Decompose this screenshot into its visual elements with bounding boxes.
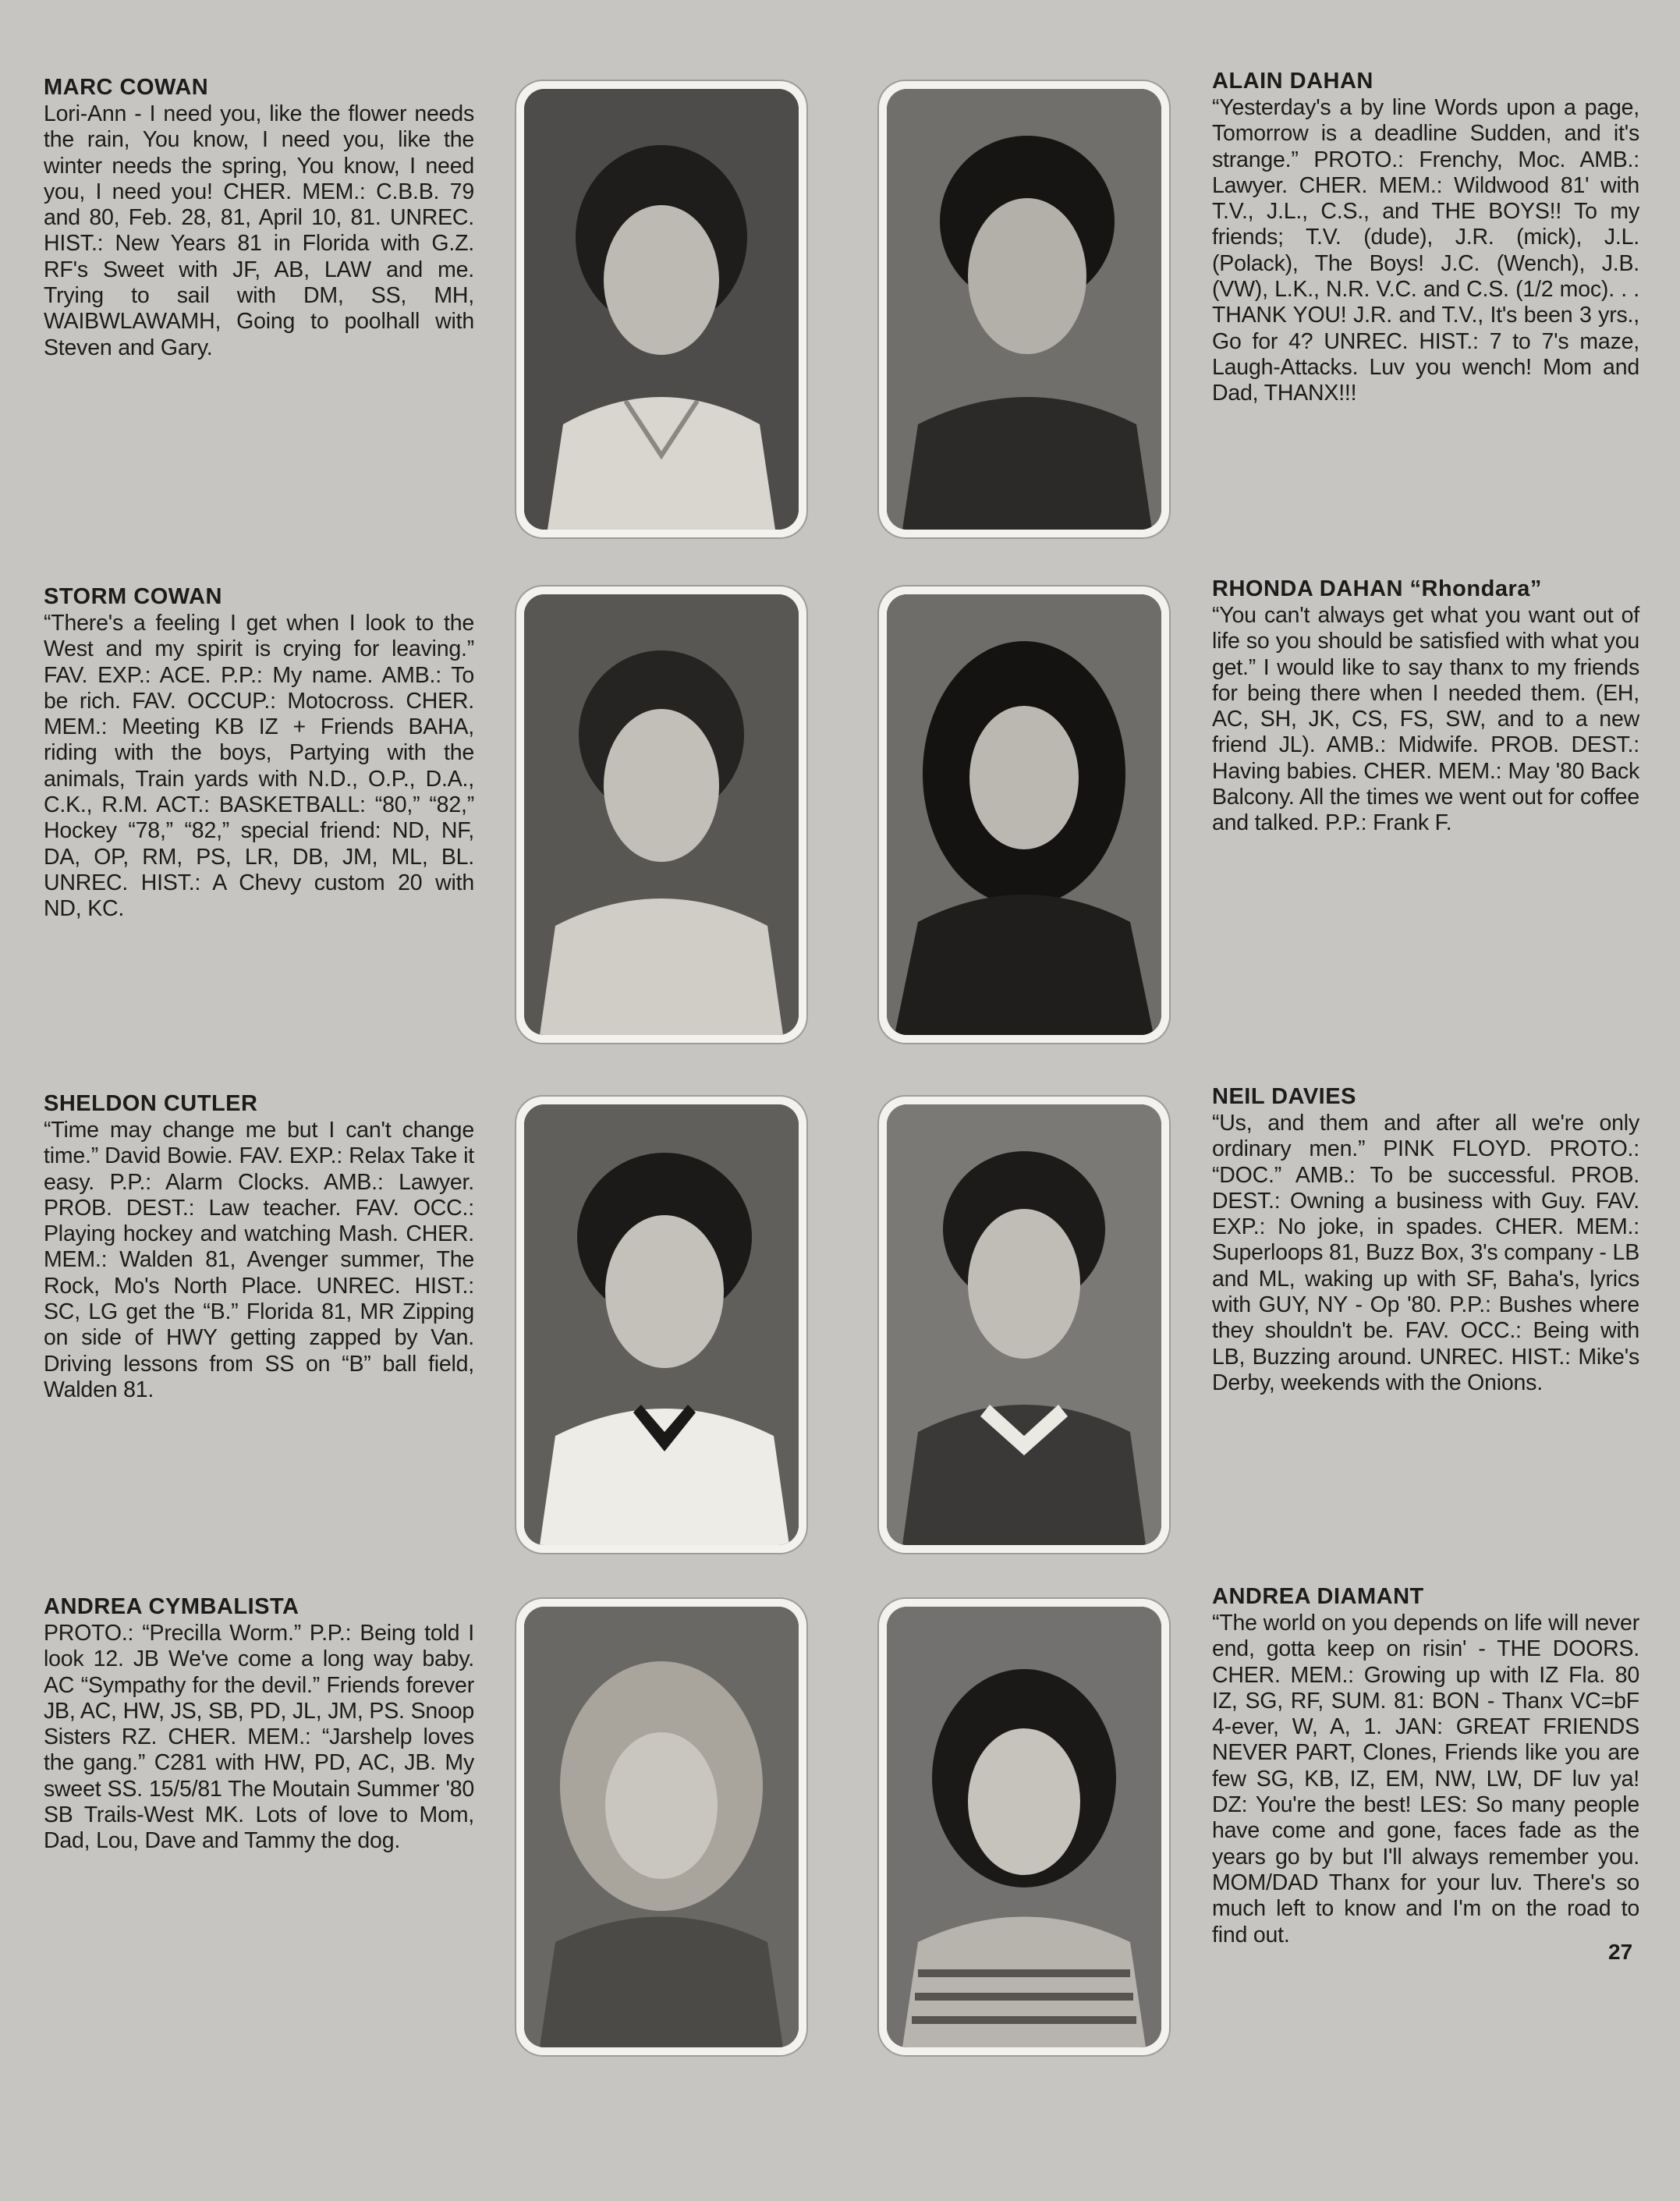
student-name: MARC COWAN (44, 75, 209, 100)
student-writeup: “Time may change me but I can't change time.” David Bowie. FAV. EXP.: Relax Take it easy. P.P.: Alarm Clocks. AMB.: Lawyer. PROB. DEST.: Law teacher. FAV. OCC.: Playing hockey and watching Mash. CHER. MEM.: Walden 81, Avenger summer, The Rock, Mo's North Place. UNREC. HIST.: SC, LG get the “B.” Florida 81, MR Zipping on side of HWY getting zapped by Van. Driving lessons from SS on “B” ball field, Walden 81. (44, 1118, 474, 1402)
student-writeup: Lori-Ann - I need you, like the flower needs the rain, You know, I need you, like the winter needs the spring, You know, I need you, I need you! CHER. MEM.: C.B.B. 79 and 80, Feb. 28, 81, April 10, 81. UNREC. HIST.: New Years 81 in Florida with G.Z. RF's Sweet with JF, AB, LAW and me. Trying to sail with DM, SS, MH, WAIBWLAWAMH, Going to poolhall with Steven and Gary. (44, 101, 474, 360)
student-writeup: “Us, and them and after all we're only ordinary men.” PINK FLOYD. PROTO.: “DOC.” AMB.: To be successful. PROB. DEST.: Owning a business with Guy. FAV. EXP.: No joke, in spades. CHER. MEM.: Superloops 81, Buzz Box, 3's company - LB and ML, waking up with SF, Baha's, lyrics with GUY, NY - Op '80. P.P.: Bushes where they shouldn't be. FAV. OCC.: Being with LB, Buzzing around. UNREC. HIST.: Mike's Derby, weekends with the Onions. (1212, 1111, 1639, 1395)
portrait-sheldon-cutler (516, 1097, 806, 1553)
portrait-storm-cowan (516, 587, 806, 1043)
student-writeup: PROTO.: “Precilla Worm.” P.P.: Being told I look 12. JB We've come a long way baby. AC “Sympathy for the devil.” Friends forever JB, AC, HW, JS, SB, PD, JL, JM, PS. Snoop Sisters RZ. CHER. MEM.: “Jarshelp loves the gang.” C281 with HW, PD, AC, JB. My sweet SS. 15/5/81 The Moutain Summer '80 SB Trails-West MK. Lots of love to Mom, Dad, Lou, Dave and Tammy the dog. (44, 1621, 474, 1854)
student-writeup: “Yesterday's a by line Words upon a page, Tomorrow is a deadline Sudden, and it's strange.” PROTO.: Frenchy, Moc. AMB.: Lawyer. CHER. MEM.: Wildwood 81' with T.V., J.L., C.S., and THE BOYS!! To my friends; T.V. (dude), J.R. (mick), J.L. (Polack), The Boys! J.C. (Wench), J.B. (VW), L.K., N.R. V.C. and C.S. (1/2 moc). . . THANK YOU! J.R. and T.V., It's been 3 yrs., Go for 4? UNREC. HIST.: 7 to 7's maze, Laugh-Attacks. Luv you wench! Mom and Dad, THANX!!! (1212, 95, 1639, 406)
portrait-andrea-diamant (879, 1599, 1169, 2055)
student-writeup: “The world on you depends on life will never end, gotta keep on risin' - THE DOORS. CHER. MEM.: Growing up with IZ Fla. 80 IZ, SG, RF, SUM. 81: BON - Thanx VC=bF 4-ever, W, A, 1. JAN: GREAT FRIENDS NEVER PART, Clones, Friends like you are few SG, KB, IZ, EM, NW, LW, DF luv ya! DZ: You're the best! LES: So many people have come and gone, faces fade as the years go by but I'll always remember you. MOM/DAD Thanx for your luv. There's so much left to know and I'm on the road to find out. (1212, 1611, 1639, 1948)
bio-alain-dahan (1212, 69, 1639, 407)
student-writeup: “You can't always get what you want out of life so you should be satisfied with what you get.” I would like to say thanx to my friends for being there when I needed them. (EH, AC, SH, JK, CS, FS, SW, and to a new friend JL). AMB.: Midwife. PROB. DEST.: Having babies. CHER. MEM.: May '80 Back Balcony. All the times we went out for coffee and talked. P.P.: Frank F. (1212, 603, 1639, 836)
student-name: RHONDA DAHAN “Rhondara” (1212, 576, 1542, 601)
bio-andrea-cymbalista (44, 1594, 474, 1855)
portrait-neil-davies (879, 1097, 1169, 1553)
bio-storm-cowan (44, 584, 474, 923)
student-name: NEIL DAVIES (1212, 1084, 1356, 1109)
bio-rhonda-dahan (1212, 576, 1639, 837)
student-name: ALAIN DAHAN (1212, 69, 1373, 94)
portrait-rhonda-dahan (879, 587, 1169, 1043)
bio-marc-cowan (44, 75, 474, 361)
portrait-alain-dahan (879, 81, 1169, 537)
bio-neil-davies (1212, 1084, 1639, 1396)
student-name: STORM COWAN (44, 584, 222, 609)
student-writeup: “There's a feeling I get when I look to the West and my spirit is crying for leaving.” FAV. EXP.: ACE. P.P.: My name. AMB.: To be rich. FAV. OCCUP.: Motocross. CHER. MEM.: Meeting KB IZ + Friends BAHA, riding with the boys, Partying with the animals, Train yards with N.D., O.P., D.A., C.K., R.M. ACT.: BASKETBALL: “80,” “82,” Hockey “78,” “82,” special friend: ND, NF, DA, OP, RM, PS, LR, DB, JM, ML, BL. UNREC. HIST.: A Chevy custom 20 with ND, KC. (44, 611, 474, 922)
student-name: ANDREA DIAMANT (1212, 1584, 1424, 1609)
bio-sheldon-cutler (44, 1091, 474, 1403)
student-name: SHELDON CUTLER (44, 1091, 258, 1116)
page-number: 27 (1608, 1940, 1633, 1964)
portrait-andrea-cymbalista (516, 1599, 806, 2055)
portrait-marc-cowan (516, 81, 806, 537)
student-name: ANDREA CYMBALISTA (44, 1594, 299, 1619)
bio-andrea-diamant (1212, 1584, 1639, 1948)
